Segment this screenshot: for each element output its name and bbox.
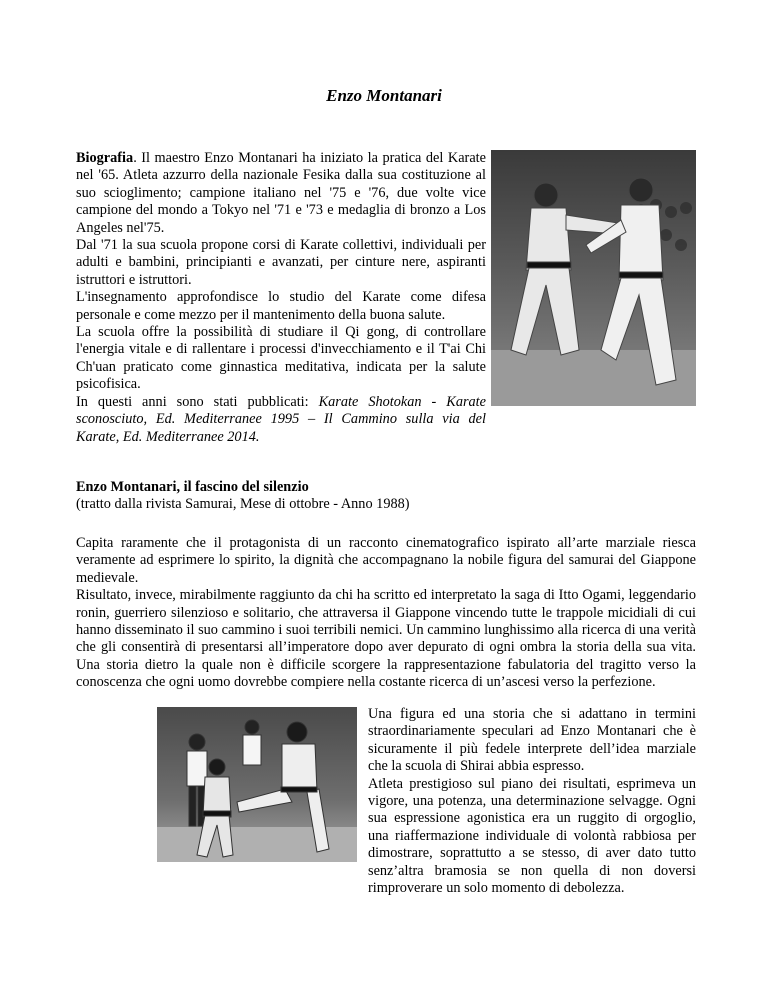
bio-paragraph-2: Dal '71 la sua scuola propone corsi di Karate collettivi, individuali per adulti e bambini, principianti e avanzati, per cinture nere, aspiranti istruttori e istruttori. — [76, 237, 486, 288]
bio-books-list: Karate Shotokan - Karate sconosciuto, Ed. Mediterranee 1995 – Il Cammino sulla via del Karate, Ed. Mediterranee 2014. — [76, 393, 487, 445]
article-paragraph-4: Atleta prestigioso sul piano dei risultati, esprimeva un vigore, una potenza, una determinazione selvagge. Ogni sua espressione agonistica era un ruggito di orgoglio, una riaffermazione individuale di volontà rabbiosa per dimostrare, soprattutto a se stesso, di aver dato tutto senz’altra bramosia se non quella di non doversi rimproverare un solo momento di debolezza. — [368, 775, 696, 897]
bio-books-prefix: In questi anni sono stati pubblicati: — [76, 393, 319, 410]
karate-kick-photo — [157, 707, 357, 862]
article-paragraph-3: Una figura ed una storia che si adattano in termini straordinariamente speculari ad Enzo Montanari che è sicuramente il più fedele interprete dell’idea marziale che la scuola di Shirai abbia espresso. — [368, 706, 696, 775]
article-heading: Enzo Montanari, il fascino del silenzio — [76, 479, 309, 495]
karate-punch-photo — [491, 150, 696, 406]
article-paragraph-1: Capita raramente che il protagonista di un racconto cinematografico ispirato all’arte marziale riesca veramente ad esprimere lo spirito, la dignità che accompagnano la nobile figura del samurai del Giappone medievale. — [76, 535, 696, 586]
bio-label: Biografia — [76, 150, 134, 166]
article-header — [76, 479, 696, 514]
karate-punch-illustration — [491, 150, 696, 406]
article-body — [76, 535, 696, 692]
article-right-column — [368, 706, 696, 897]
biography-section — [76, 150, 486, 446]
bio-paragraph-5 — [76, 394, 486, 446]
bio-text-1: . Il maestro Enzo Montanari ha iniziato la pratica del Karate nel '65. Atleta azzurro della nazionale Fesika dalla sua costituzione al suo scioglimento; campione italiano nel '75 e '76, due volte vice campione del mondo a Tokyo nel '71 e '73 e medaglia di bronzo a Los Angeles nel'75. — [76, 150, 486, 236]
bio-paragraph-3: L'insegnamento approfondisce lo studio del Karate come difesa personale e come mezzo per il mantenimento della buona salute. — [76, 289, 486, 323]
karate-kick-illustration — [157, 707, 357, 862]
article-source: (tratto dalla rivista Samurai, Mese di ottobre - Anno 1988) — [76, 496, 410, 513]
article-paragraph-2: Risultato, invece, mirabilmente raggiunto da chi ha scritto ed interpretato la saga di Itto Ogami, leggendario ronin, guerriero silenzioso e solitario, che attraversa il Giappone vincendo tutte le trappole micidiali di cui hanno disseminato il suo cammino i suoi terribili nemici. Un cammino lunghissimo alla ricerca di una verità che gli consentirà di presentarsi all’imperatore dopo aver depurato di ogni ombra la storia della sua vita. Una storia dietro la quale non è difficile scorgere la rappresentazione fabulatoria del tragitto verso la conoscenza che ogni uomo dovrebbe compiere nella costante ricerca di un’ascesi verso la perfezione. — [76, 587, 696, 691]
bio-paragraph-1 — [76, 150, 486, 237]
page-title: Enzo Montanari — [326, 86, 442, 105]
bio-paragraph-4: La scuola offre la possibilità di studiare il Qi gong, di controllare l'energia vitale e di rallentare i processi d'invecchiamento e il T'ai Chi Ch'uan praticato come ginnastica meditativa, indicata per la salute psicofisica. — [76, 324, 486, 393]
